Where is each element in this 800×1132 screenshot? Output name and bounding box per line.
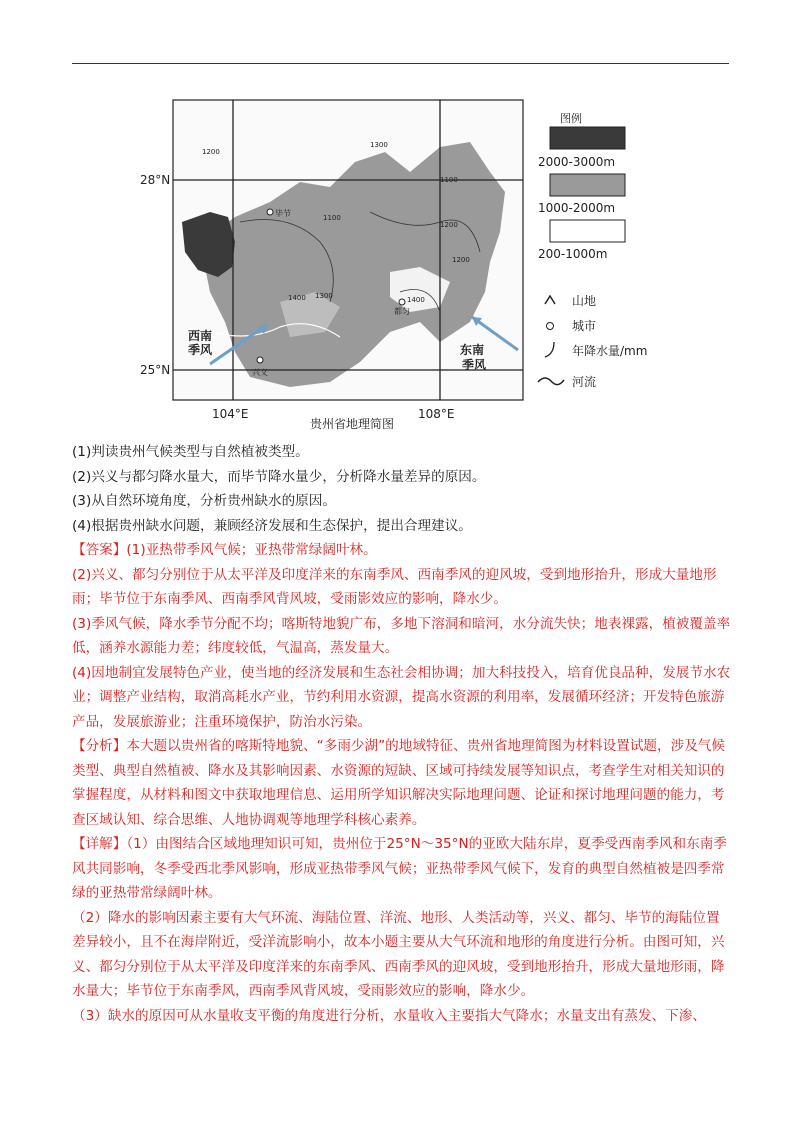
legend-label-low: 200-1000m (538, 247, 608, 261)
label-bijie: 毕节 (275, 209, 291, 218)
city-marker-duyun (399, 299, 405, 305)
legend-swatch-mid (550, 174, 625, 196)
isohyet-label: 1300 (315, 292, 333, 300)
question-4: (4)根据贵州缺水问题，兼顾经济发展和生态保护，提出合理建议。 (72, 517, 472, 534)
lat-28-label: 28°N (140, 173, 171, 187)
header-rule (72, 63, 729, 64)
lat-25-label: 25°N (140, 363, 171, 377)
label-monsoon-2: 季风 (462, 358, 487, 372)
detail-tag: 【详解】 (72, 836, 127, 852)
legend-symbol-isohyet: 年降水量/mm (572, 344, 648, 358)
isohyet-label: 1100 (440, 176, 458, 184)
isohyet-label: 1100 (323, 214, 341, 222)
text-content (72, 440, 732, 1028)
isohyet-symbol-icon (545, 342, 554, 357)
question-3: (3)从自然环境角度，分析贵州缺水的原因。 (72, 493, 336, 509)
legend-symbol-river: 河流 (572, 375, 597, 389)
isohyet-label: 1300 (370, 141, 388, 149)
guizhou-map-figure (140, 92, 680, 437)
river-symbol-icon (538, 378, 564, 385)
isohyet-label: 1400 (288, 294, 306, 302)
detail-3: （3）缺水的原因可从水量收支平衡的角度进行分析，水量收入主要指大气降水；水量支出有蒸发、下渗、 (72, 1007, 706, 1024)
label-monsoon: 季风 (188, 343, 213, 357)
label-southeast: 东南 (460, 343, 485, 357)
isohyet-label: 1200 (452, 256, 470, 264)
isohyet-label: 1200 (202, 148, 220, 156)
legend-swatch-high (550, 127, 625, 149)
answer-tag: 【答案】 (72, 542, 127, 558)
analysis-paragraph (72, 734, 732, 832)
mountain-symbol-icon (545, 296, 555, 304)
legend-label-mid: 1000-2000m (538, 201, 616, 215)
answer-3: (3)季风气候，降水季节分配不均；喀斯特地貌广布，多地下溶洞和暗河，水分流失快；地表裸露，植被覆盖率低，涵养水源能力差；纬度较低，气温高，蒸发量大。 (72, 615, 731, 656)
answer-1 (72, 538, 732, 563)
label-duyun: 都匀 (394, 307, 410, 316)
lon-108-label: 108°E (418, 407, 455, 421)
analysis-text: 本大题以贵州省的喀斯特地貌、“多雨少湖”的地域特征、贵州省地理简图为材料设置试题，涉及气候类型、典型自然植被、降水及其影响因素、水资源的短缺、区域可持续发展等知识点，考查学生对相关知识的掌握程度，从材料和图文中获取地理信息、运用所学知识解决实际地理问题、论证和探讨地理问题的能力，考查区域认知、综合思维、人地协调观等地理学科核心素养。 (72, 738, 725, 828)
detail-2: （2）降水的影响因素主要有大气环流、海陆位置、洋流、地形、人类活动等，兴义、都匀、毕节的海陆位置差异较小，且不在海岸附近，受洋流影响小，故本小题主要从大气环流和地形的角度进行分析。由图可知，兴义、都匀分别位于从太平洋及印度洋来的东南季风、西南季风的迎风坡，受到地形抬升，形成大量地形雨，降水量大；毕节位于东南季风，西南季风背风坡，受雨影效应的影响，降水少。 (72, 909, 725, 999)
city-marker-bijie (267, 209, 273, 215)
question-2: (2)兴义与都匀降水量大，而毕节降水量少，分析降水量差异的原因。 (72, 468, 486, 485)
analysis-tag: 【分析】 (72, 738, 127, 754)
legend-symbol-mountain: 山地 (572, 294, 597, 308)
answer-1-text: (1)亚热带季风气候；亚热带常绿阔叶林。 (126, 542, 377, 558)
label-xingyi: 兴义 (252, 368, 268, 377)
question-1: (1)判读贵州气候类型与自然植被类型。 (72, 444, 309, 460)
city-symbol-icon (547, 323, 554, 330)
isohyet-label: 1400 (407, 296, 425, 304)
legend-title: 图例 (560, 112, 582, 125)
map-caption: 贵州省地理简图 (310, 417, 395, 431)
detail-1 (72, 832, 732, 906)
legend-label-high: 2000-3000m (538, 155, 616, 169)
lon-104-label: 104°E (212, 407, 249, 421)
isohyet-label: 1200 (440, 221, 458, 229)
map-svg (140, 92, 680, 437)
answer-2: (2)兴义、都匀分别位于从太平洋及印度洋来的东南季风、西南季风的迎风坡，受到地形抬升，形成大量地形雨；毕节位于东南季风、西南季风背风坡，受雨影效应的影响，降水少。 (72, 566, 717, 607)
legend-swatch-low (550, 220, 625, 242)
label-southwest: 西南 (188, 329, 213, 343)
answer-4: (4)因地制宜发展特色产业，使当地的经济发展和生态社会相协调；加大科技投入，培育优良品种，发展节水农业；调整产业结构，取消高耗水产业，节约利用水资源，提高水资源的利用率，发展循环经济；开发特色旅游产品，发展旅游业；注重环境保护，防治水污染。 (72, 664, 731, 730)
detail-1-text: （1）由图结合区域地理知识可知，贵州位于25°N～35°N的亚欧大陆东岸，夏季受西南季风和东南季风共同影响，冬季受西北季风影响，形成亚热带季风气候；亚热带季风气候下，发育的典型自然植被是四季常绿的亚热带常绿阔叶林。 (72, 836, 727, 901)
city-marker-xingyi (257, 357, 263, 363)
legend-symbol-city: 城市 (572, 319, 597, 333)
